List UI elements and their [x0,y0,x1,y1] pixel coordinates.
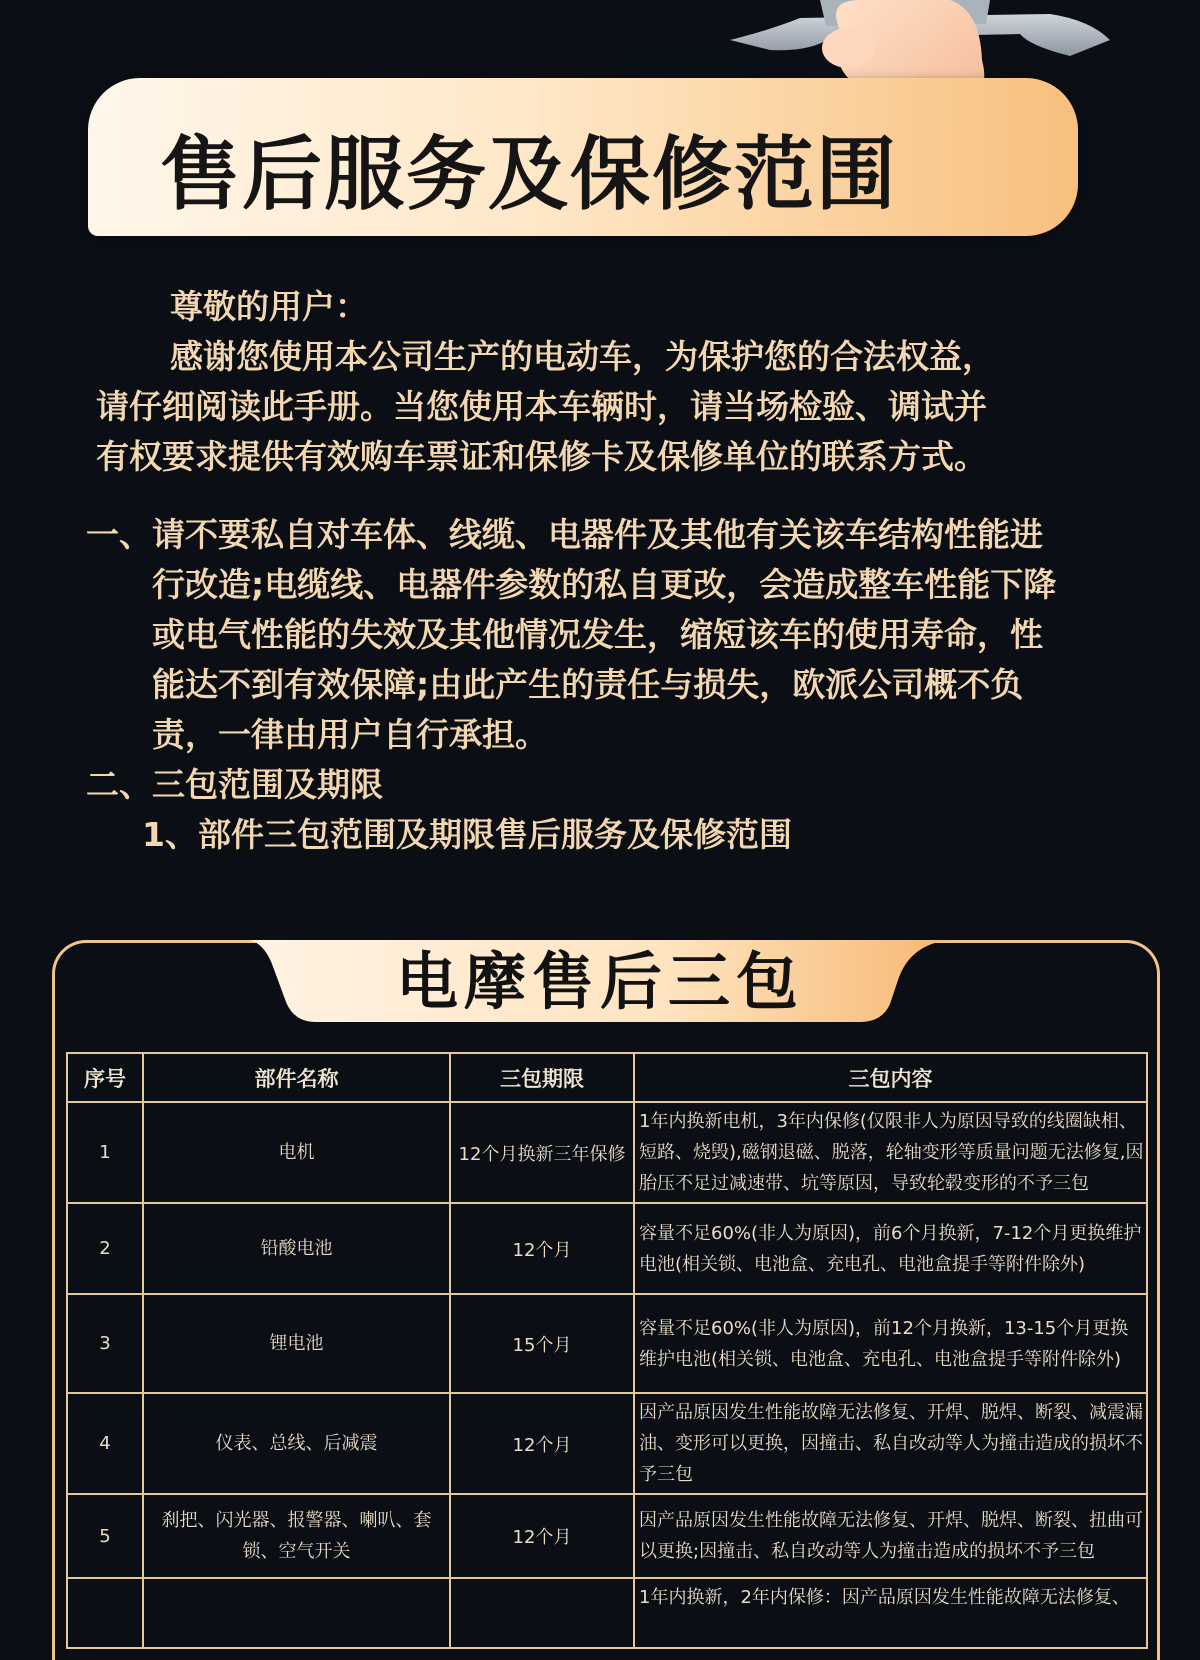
part-name: 电机 [143,1102,450,1203]
page-title: 售后服务及保修范围 [160,128,898,221]
table-row [67,1393,1147,1494]
header-cell: 序号 [67,1053,143,1102]
row-number: 2 [67,1203,143,1294]
warranty-period: 12个月 [450,1494,634,1578]
hero-banner [88,78,1078,236]
terms-section [86,510,1136,860]
intro-paragraph [96,282,1116,482]
warranty-content: 容量不足60%(非人为原因)，前6个月换新，7-12个月更换维护电池(相关锁、电池盒、充电孔、电池盒提手等附件除外) [634,1203,1147,1294]
row-number: 1 [67,1102,143,1203]
header-cell: 部件名称 [143,1053,450,1102]
card-title-text: 电摩售后三包 [395,945,804,1018]
part-name: 铅酸电池 [143,1203,450,1294]
warranty-content: 1年内换新，2年内保修：因产品原因发生性能故障无法修复、 [634,1578,1147,1648]
header-cell: 三包内容 [634,1053,1147,1102]
section-1-line: 能达不到有效保障;由此产生的责任与损失，欧派公司概不负 [152,665,1024,704]
part-name: 锂电池 [143,1294,450,1393]
section-1-line: 或电气性能的失效及其他情况发生，缩短该车的使用寿命，性 [152,615,1043,654]
section-1-line: 请不要私自对车体、线缆、电器件及其他有关该车结构性能进 [152,515,1043,554]
warranty-period: 15个月 [450,1294,634,1393]
warranty-content: 因产品原因发生性能故障无法修复、开焊、脱焊、断裂、减震漏油、变形可以更换，因撞击、私自改动等人为撞击造成的损坏不予三包 [634,1393,1147,1494]
section-2-title: 三包范围及期限 [152,765,383,804]
table-row [67,1102,1147,1203]
intro-greeting: 尊敬的用户： [170,287,368,326]
warranty-period: 12个月 [450,1393,634,1494]
table-row [67,1494,1147,1578]
intro-line: 请仔细阅读此手册。当您使用本车辆时，请当场检验、调试并 [96,387,987,426]
warranty-content: 因产品原因发生性能故障无法修复、开焊、脱焊、断裂、扭曲可以更换;因撞击、私自改动等人为撞击造成的损坏不予三包 [634,1494,1147,1578]
section-2 [86,760,1136,810]
card-title [250,940,950,1024]
section-2-number: 二、 [86,765,152,804]
table-header-row [67,1053,1147,1102]
section-1-line: 责，一律由用户自行承担。 [152,715,548,754]
part-name: 仪表、总线、后减震 [143,1393,450,1494]
section-1-line: 行改造;电缆线、电器件参数的私自更改，会造成整车性能下降 [152,565,1057,604]
section-1-number: 一、 [86,515,152,554]
header-cell: 三包期限 [450,1053,634,1102]
intro-line: 感谢您使用本公司生产的电动车，为保护您的合法权益， [170,337,995,376]
warranty-period: 12个月换新三年保修 [450,1102,634,1203]
part-name [143,1578,450,1648]
row-number: 5 [67,1494,143,1578]
row-number: 4 [67,1393,143,1494]
warranty-period: 12个月 [450,1203,634,1294]
warranty-content: 1年内换新电机，3年内保修(仅限非人为原因导致的线圈缺相、短路、烧毁),磁钢退磁、脱落，轮轴变形等质量问题无法修复,因胎压不足过减速带、坑等原因，导致轮毂变形的不予三包 [634,1102,1147,1203]
table-row [67,1203,1147,1294]
intro-line: 有权要求提供有效购车票证和保修卡及保修单位的联系方式。 [96,437,987,476]
warranty-table [66,1052,1148,1649]
table-row [67,1294,1147,1393]
warranty-period [450,1578,634,1648]
section-2-subtitle: 1、部件三包范围及期限售后服务及保修范围 [142,815,792,854]
row-number: 3 [67,1294,143,1393]
table-row [67,1578,1147,1648]
section-1 [86,510,1136,760]
warranty-content: 容量不足60%(非人为原因)，前12个月换新，13-15个月更换维护电池(相关锁、电池盒、充电孔、电池盒提手等附件除外) [634,1294,1147,1393]
row-number [67,1578,143,1648]
part-name: 刹把、闪光器、报警器、喇叭、套锁、空气开关 [143,1494,450,1578]
